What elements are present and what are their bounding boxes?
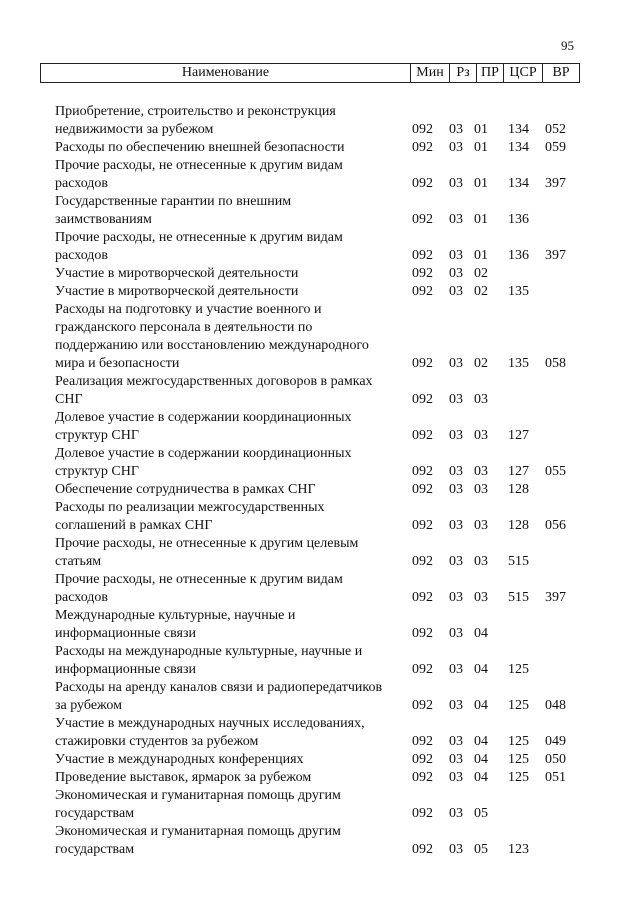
row-rz: 03: [449, 842, 463, 857]
row-csr: 125: [508, 770, 529, 785]
row-name-line: статьям: [55, 554, 102, 569]
row-csr: 128: [508, 482, 529, 497]
row-rz: 03: [449, 212, 463, 227]
row-min: 092: [412, 590, 433, 605]
row-name-line: государствам: [55, 842, 135, 857]
row-name-line: стажировки студентов за рубежом: [55, 734, 259, 749]
row-csr: 515: [508, 554, 529, 569]
table-row: [0, 607, 640, 643]
row-pr: 03: [474, 554, 488, 569]
table-row: [0, 229, 640, 265]
row-name-line: Расходы на международные культурные, научные и: [55, 644, 363, 659]
row-name: [55, 535, 405, 571]
row-csr: 135: [508, 356, 529, 371]
row-pr: 03: [474, 590, 488, 605]
row-min: 092: [412, 248, 433, 263]
row-name-line: Проведение выставок, ярмарок за рубежом: [55, 770, 312, 785]
row-csr: 134: [508, 140, 529, 155]
row-name: [55, 787, 405, 823]
table-row: [0, 445, 640, 481]
row-name-line: Обеспечение сотрудничества в рамках СНГ: [55, 482, 316, 497]
row-name-line: мира и безопасности: [55, 356, 180, 371]
row-pr: 04: [474, 698, 488, 713]
row-min: 092: [412, 284, 433, 299]
row-rz: 03: [449, 662, 463, 677]
row-rz: 03: [449, 752, 463, 767]
table-row: [0, 571, 640, 607]
row-csr: 515: [508, 590, 529, 605]
row-name-line: Расходы по обеспечению внешней безопасности: [55, 140, 345, 155]
row-csr: 127: [508, 428, 529, 443]
row-pr: 04: [474, 626, 488, 641]
row-rz: 03: [449, 518, 463, 533]
row-name: [55, 571, 405, 607]
row-name-line: Расходы на подготовку и участие военного и: [55, 302, 322, 317]
row-name: [55, 499, 405, 535]
row-name: [55, 301, 405, 373]
header-min: Мин: [416, 65, 444, 80]
row-name-line: расходов: [55, 590, 109, 605]
row-vr: 055: [545, 464, 566, 479]
table-row: [0, 769, 640, 787]
row-rz: 03: [449, 806, 463, 821]
row-min: 092: [412, 122, 433, 137]
page-number: 95: [561, 38, 574, 53]
row-name: [55, 481, 405, 499]
row-csr: 136: [508, 212, 529, 227]
row-vr: 397: [545, 248, 566, 263]
row-csr: 135: [508, 284, 529, 299]
row-min: 092: [412, 626, 433, 641]
row-rz: 03: [449, 392, 463, 407]
table-row: [0, 751, 640, 769]
row-vr: 056: [545, 518, 566, 533]
row-rz: 03: [449, 770, 463, 785]
header-vr: ВР: [552, 65, 570, 80]
row-vr: 050: [545, 752, 566, 767]
table-row: [0, 283, 640, 301]
row-vr: 058: [545, 356, 566, 371]
row-name: [55, 373, 405, 409]
row-min: 092: [412, 770, 433, 785]
table-row: [0, 409, 640, 445]
row-name: [55, 157, 405, 193]
row-min: 092: [412, 464, 433, 479]
row-name-line: Расходы на аренду каналов связи и радиопередатчиков: [55, 680, 383, 695]
row-min: 092: [412, 266, 433, 281]
row-pr: 05: [474, 806, 488, 821]
row-csr: 134: [508, 176, 529, 191]
row-csr: 125: [508, 734, 529, 749]
row-pr: 01: [474, 176, 488, 191]
row-pr: 03: [474, 392, 488, 407]
table-row: [0, 157, 640, 193]
row-min: 092: [412, 356, 433, 371]
row-pr: 02: [474, 356, 488, 371]
header-pr: ПР: [481, 65, 499, 80]
table-row: [0, 373, 640, 409]
row-rz: 03: [449, 284, 463, 299]
row-pr: 03: [474, 518, 488, 533]
row-name-line: Участие в международных конференциях: [55, 752, 304, 767]
table-row: [0, 139, 640, 157]
row-name-line: расходов: [55, 248, 109, 263]
row-rz: 03: [449, 626, 463, 641]
row-csr: 127: [508, 464, 529, 479]
row-name-line: Реализация межгосударственных договоров в рамках: [55, 374, 373, 389]
row-pr: 04: [474, 734, 488, 749]
row-vr: 397: [545, 590, 566, 605]
row-rz: 03: [449, 356, 463, 371]
row-min: 092: [412, 698, 433, 713]
row-pr: 01: [474, 248, 488, 263]
row-name-line: Приобретение, строительство и реконструкция: [55, 104, 336, 119]
row-csr: 125: [508, 662, 529, 677]
row-name-line: Прочие расходы, не отнесенные к другим видам: [55, 158, 343, 173]
row-name: [55, 445, 405, 481]
row-pr: 01: [474, 140, 488, 155]
row-vr: 051: [545, 770, 566, 785]
row-name-line: Прочие расходы, не отнесенные к другим видам: [55, 230, 343, 245]
row-name: [55, 229, 405, 265]
row-name-line: Международные культурные, научные и: [55, 608, 296, 623]
row-pr: 01: [474, 212, 488, 227]
row-name-line: соглашений в рамках СНГ: [55, 518, 213, 533]
row-rz: 03: [449, 122, 463, 137]
table-row: [0, 787, 640, 823]
row-name: [55, 265, 405, 283]
row-csr: 136: [508, 248, 529, 263]
row-name: [55, 193, 405, 229]
row-name-line: структур СНГ: [55, 464, 139, 479]
row-name: [55, 607, 405, 643]
row-name-line: расходов: [55, 176, 109, 191]
row-min: 092: [412, 662, 433, 677]
row-name-line: Расходы по реализации межгосударственных: [55, 500, 325, 515]
row-csr: 125: [508, 752, 529, 767]
row-pr: 01: [474, 122, 488, 137]
row-name: [55, 103, 405, 139]
row-name: [55, 283, 405, 301]
row-min: 092: [412, 734, 433, 749]
row-name-line: Экономическая и гуманитарная помощь другим: [55, 788, 341, 803]
row-name-line: Долевое участие в содержании координационных: [55, 410, 352, 425]
row-csr: 123: [508, 842, 529, 857]
row-rz: 03: [449, 554, 463, 569]
row-name-line: структур СНГ: [55, 428, 139, 443]
table-row: [0, 679, 640, 715]
row-name-line: за рубежом: [55, 698, 122, 713]
table-row: [0, 643, 640, 679]
row-name-line: Долевое участие в содержании координационных: [55, 446, 352, 461]
row-min: 092: [412, 212, 433, 227]
table-row: [0, 301, 640, 373]
row-name-line: Экономическая и гуманитарная помощь другим: [55, 824, 341, 839]
row-pr: 03: [474, 428, 488, 443]
row-pr: 03: [474, 482, 488, 497]
header-csr: ЦСР: [509, 65, 537, 80]
table-header: [40, 63, 580, 83]
row-name: [55, 751, 405, 769]
row-min: 092: [412, 752, 433, 767]
row-vr: 048: [545, 698, 566, 713]
row-min: 092: [412, 806, 433, 821]
table-row: [0, 193, 640, 229]
table-row: [0, 535, 640, 571]
row-name-line: Участие в миротворческой деятельности: [55, 284, 299, 299]
table-row: [0, 499, 640, 535]
row-min: 092: [412, 140, 433, 155]
row-name-line: Прочие расходы, не отнесенные к другим целевым: [55, 536, 359, 551]
row-min: 092: [412, 842, 433, 857]
row-pr: 04: [474, 770, 488, 785]
row-name-line: информационные связи: [55, 626, 197, 641]
row-pr: 02: [474, 266, 488, 281]
row-pr: 04: [474, 752, 488, 767]
row-name-line: недвижимости за рубежом: [55, 122, 214, 137]
row-name-line: поддержанию или восстановлению международного: [55, 338, 369, 353]
header-name: Наименование: [181, 65, 270, 80]
row-vr: 059: [545, 140, 566, 155]
row-min: 092: [412, 554, 433, 569]
row-pr: 03: [474, 464, 488, 479]
row-name-line: Участие в международных научных исследованиях,: [55, 716, 365, 731]
row-name: [55, 643, 405, 679]
row-csr: 134: [508, 122, 529, 137]
row-name-line: Прочие расходы, не отнесенные к другим видам: [55, 572, 343, 587]
row-name: [55, 769, 405, 787]
row-name-line: информационные связи: [55, 662, 197, 677]
row-min: 092: [412, 482, 433, 497]
table-row: [0, 823, 640, 859]
row-rz: 03: [449, 482, 463, 497]
row-name: [55, 823, 405, 859]
table-row: [0, 715, 640, 751]
row-rz: 03: [449, 176, 463, 191]
row-pr: 05: [474, 842, 488, 857]
table-row: [0, 103, 640, 139]
row-rz: 03: [449, 464, 463, 479]
table-row: [0, 265, 640, 283]
row-name-line: заимствованиям: [55, 212, 152, 227]
row-rz: 03: [449, 734, 463, 749]
row-rz: 03: [449, 266, 463, 281]
row-name: [55, 409, 405, 445]
row-name-line: Участие в миротворческой деятельности: [55, 266, 299, 281]
row-rz: 03: [449, 428, 463, 443]
row-name: [55, 679, 405, 715]
row-min: 092: [412, 428, 433, 443]
row-vr: 397: [545, 176, 566, 191]
row-rz: 03: [449, 248, 463, 263]
row-pr: 02: [474, 284, 488, 299]
row-min: 092: [412, 392, 433, 407]
row-name: [55, 715, 405, 751]
row-rz: 03: [449, 590, 463, 605]
row-vr: 049: [545, 734, 566, 749]
row-name-line: Государственные гарантии по внешним: [55, 194, 292, 209]
row-name-line: государствам: [55, 806, 135, 821]
row-name-line: гражданского персонала в деятельности по: [55, 320, 313, 335]
row-rz: 03: [449, 698, 463, 713]
row-rz: 03: [449, 140, 463, 155]
row-min: 092: [412, 176, 433, 191]
table-body: [0, 103, 640, 859]
row-name: [55, 139, 405, 157]
table-row: [0, 481, 640, 499]
row-pr: 04: [474, 662, 488, 677]
row-csr: 125: [508, 698, 529, 713]
header-rz: Рз: [456, 65, 470, 80]
row-name-line: СНГ: [55, 392, 83, 407]
row-vr: 052: [545, 122, 566, 137]
row-csr: 128: [508, 518, 529, 533]
row-min: 092: [412, 518, 433, 533]
